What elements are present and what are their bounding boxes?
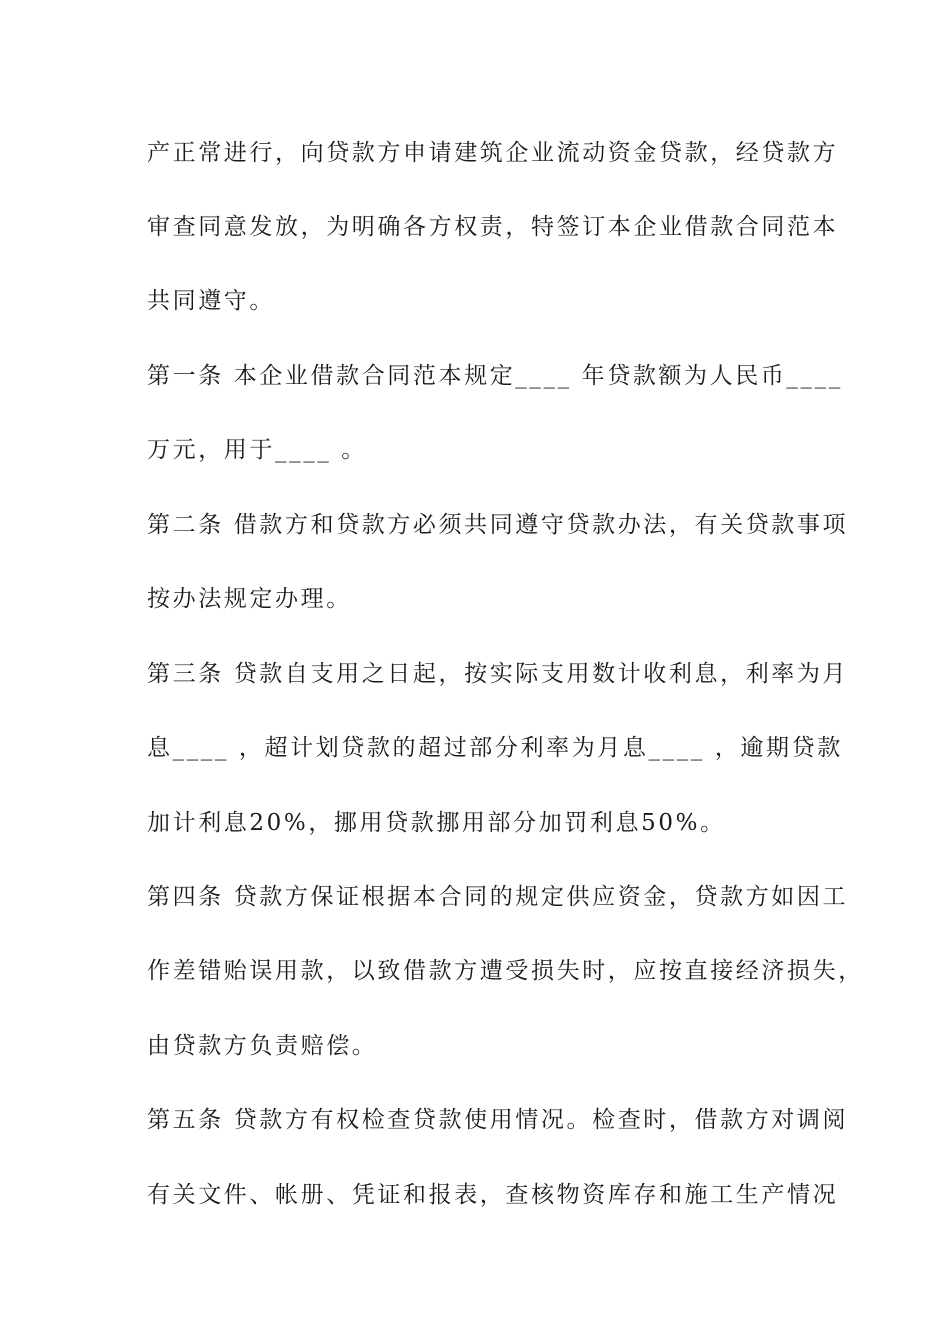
text-line: 按办法规定办理。 (147, 586, 352, 612)
text-line: 万元，用于____ 。 (147, 437, 367, 463)
text-line: 加计利息20%，挪用贷款挪用部分加罚利息50%。 (147, 810, 726, 836)
text-line: 作差错贻误用款，以致借款方遭受损失时，应按直接经济损失， (147, 958, 864, 984)
text-line: 有关文件、帐册、凭证和报表，查核物资库存和施工生产情况 (147, 1182, 839, 1208)
text-line: 第四条 贷款方保证根据本合同的规定供应资金，贷款方如因工 (147, 884, 849, 910)
text-line: 产正常进行，向贷款方申请建筑企业流动资金贷款，经贷款方 (147, 140, 839, 166)
text-line: 息____ ，超计划贷款的超过部分利率为月息____ ，逾期贷款 (147, 735, 843, 761)
text-line: 第五条 贷款方有权检查贷款使用情况。检查时，借款方对调阅 (147, 1107, 849, 1133)
text-line: 第三条 贷款自支用之日起，按实际支用数计收利息，利率为月 (147, 661, 849, 687)
text-line: 由贷款方负责赔偿。 (147, 1033, 378, 1059)
text-line: 第一条 本企业借款合同范本规定____ 年贷款额为人民币____ (147, 363, 843, 389)
text-line: 第二条 借款方和贷款方必须共同遵守贷款办法，有关贷款事项 (147, 512, 849, 538)
text-line: 共同遵守。 (147, 288, 275, 314)
text-line: 审查同意发放，为明确各方权责，特签订本企业借款合同范本 (147, 214, 839, 240)
